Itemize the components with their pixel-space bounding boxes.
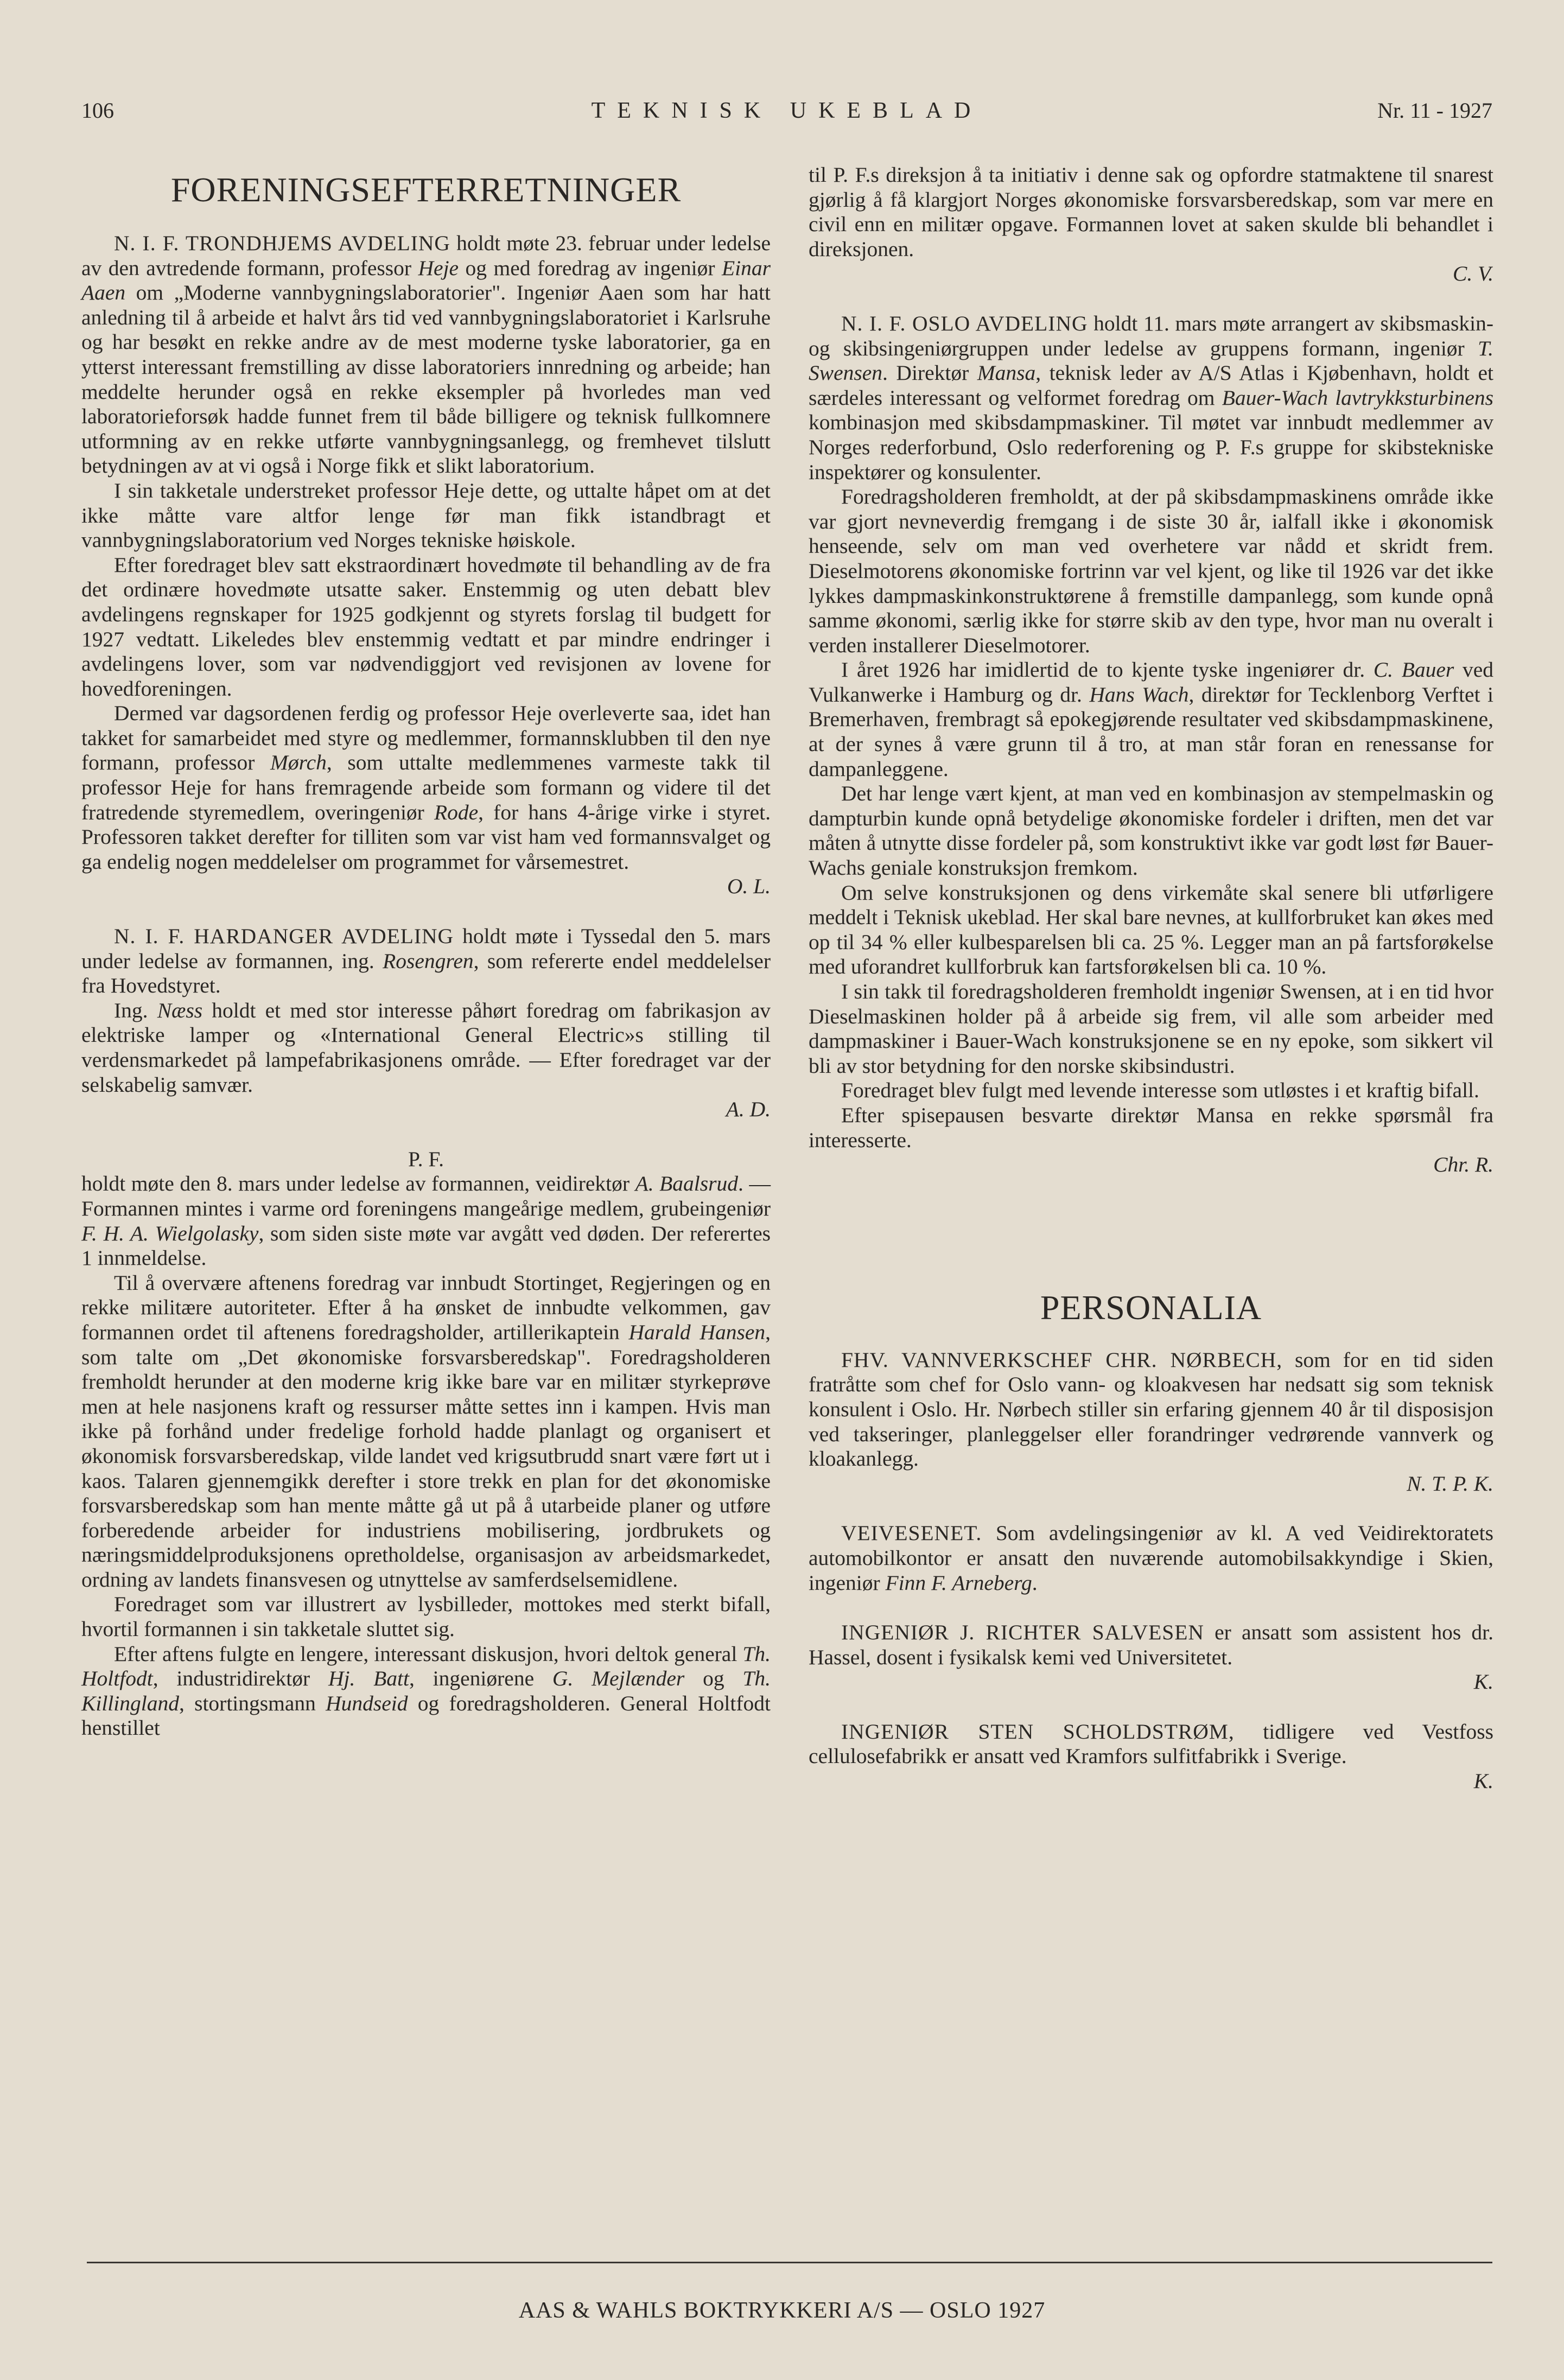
section-heading-foreningsefterretninger: FORENINGSEFTERRETNINGER [170, 170, 682, 209]
personalia-veivesenet: VEIVESENET. Som avdelingsingeniør av kl. A ved Veidirektoratets automobilkontor er ansatt den nuværende automobilsakkyndige i Skien, ingeniør Finn F. Arneberg. [809, 1521, 1493, 1595]
hardanger-paragraph-1: N. I. F. HARDANGER AVDELING holdt møte i Tyssedal den 5. mars under ledelse av formannen, ing. Rosengren, som refererte endel meddelelser fra Hovedstyret. [81, 924, 771, 998]
pf-paragraph-2: Til å overvære aftenens foredrag var innbudt Stortinget, Regjeringen og en rekke militære autoriteter. Efter å ha ønsket de innbudte velkommen, gav formannen ordet til aftenens foredragsholder, artillerikaptein Harald Hansen, som talte om „Det økonomiske forsvarsberedskap". Foredragsholderen fremholdt herunder at den moderne krig ikke bare var en militær styrkeprøve men at hele nasjonens kraft og ressurser måtte settes inn i kampen. Hvis man ikke på forhånd under fredelige forhold hadde planlagt og organisert et økonomisk forsvarsberedskap, vilde landet ved krigsutbrudd snart være ført ut i kaos. Talaren gjennemgikk derefter i store trekk en plan for det økonomiske forsvarsberedskap som han mente måtte gå ut på å utarbeide planer og utføre forberedende arbeider for industriens mobilisering, jordbrukets og næringsmiddelproduksjonens opretholdelse, organisasjon av arbeidsmarkedet, ordning av landets finansvesen og utnyttelse av samferdselsemidlene. [81, 1270, 771, 1592]
trondhjem-paragraph-1: N. I. F. TRONDHJEMS AVDELING holdt møte 23. februar under ledelse av den avtredende formann, professor Heje og med foredrag av ingeniør Einar Aaen om „Moderne vannbygningslaboratorier". Ingeniør Aaen som har hatt anledning til å arbeide et halvt års tid ved vannbygningslaboratoriet i Karlsruhe og har besøkt en rekke andre av de mest moderne tyske laboratorier, ga en ytterst interessant fremstilling av disse laboratoriers innredning og arbeide; han meddelte herunder også en rekke eksempler på hvorledes man ved laboratorieforsøk hadde funnet frem til både billigere og teknisk fullkomnere utformning av en rekke utførte vannbygningsanlegg, og fremhevet tilslutt betydningen av at vi også i Norge fikk et slikt laboratorium. [81, 231, 771, 478]
hardanger-paragraph-2: Ing. Næss holdt et med stor interesse påhørt foredrag om fabrikasjon av elektriske lamper og «International General Electric»s stilling til verdensmarkedet på lampefabrikasjonens område. — Efter foredraget var der selskabelig samvær. [81, 998, 771, 1097]
oslo-paragraph-3: I året 1926 har imidlertid de to kjente tyske ingeniører dr. C. Bauer ved Vulkanwerke i Hamburg og dr. Hans Wach, direktør for Tecklenborg Verftet i Bremerhaven, frembragt så epokegjørende resultater ved skibsdampmaskinene, at der synes å være grunn til å tro, at man står foran en renessanse for dampanleggene. [809, 658, 1493, 781]
personalia-salvesen-signature: K. [1473, 1670, 1493, 1694]
right-column [809, 163, 1493, 1794]
left-column [81, 163, 771, 1741]
pf-signature: C. V. [1452, 262, 1493, 286]
oslo-paragraph-4: Det har lenge vært kjent, at man ved en kombinasjon av stempelmaskin og dampturbin kunde opnå betydelige økonomiske fordeler i driften, men det var måten å utnytte disse fordeler på, som konstruktivt ikke var godt løst før Bauer-Wachs geniale konstruksjon fremkom. [809, 781, 1493, 880]
page-number: 106 [81, 98, 114, 123]
oslo-paragraph-5: Om selve konstruksjonen og dens virkemåte skal senere bli utførligere meddelt i Teknisk ukeblad. Her skal bare nevnes, at kullforbruket kan økes med op til 34 % eller kulbesparelsen bli ca. 25 %. Legger man an på fartsforøkelse med uforandret kullforbruk kan fartsforøkelsen bli ca. 10 %. [809, 880, 1493, 979]
section-heading-personalia: PERSONALIA [1040, 1288, 1262, 1327]
personalia-salvesen: INGENIØR J. RICHTER SALVESEN er ansatt som assistent hos dr. Hassel, dosent i fysikalsk kemi ved Universitetet. [809, 1620, 1493, 1669]
trondhjem-paragraph-3: Efter foredraget blev satt ekstraordinært hovedmøte til behandling av de fra det ordinære hovedmøte utsatte saker. Enstemmig og uten debatt blev avdelingens regnskaper for 1925 godkjennt og styrets forslag til budgett for 1927 vedtatt. Likeledes blev enstemmig vedtatt et par mindre endringer i avdelingens lover, som var nødvendiggjort ved revisjonen av lovene for hovedforeningen. [81, 552, 771, 701]
printer-imprint: AAS & WAHLS BOKTRYKKERI A/S — OSLO 1927 [518, 2298, 1046, 2323]
trondhjem-signature: O. L. [727, 874, 771, 899]
trondhjem-paragraph-4: Dermed var dagsordenen ferdig og professor Heje overleverte saa, idet han takket for samarbeidet med styre og medlemmer, formannsklubben til den nye formann, professor Mørch, som uttalte medlemmenes varmeste takk til professor Heje for hans fremragende arbeide som formann og videre til det fratredende styremedlem, overingeniør Rode, for hans 4-årige virke i styret. Professoren takket derefter for tilliten som var vist ham ved formannsvalget og ga endelig nogen meddelelser om programmet for vårsemestret. [81, 701, 771, 874]
personalia-scholdstrom: INGENIØR STEN SCHOLDSTRØM, tidligere ved Vestfoss cellulosefabrikk er ansatt ved Kramfors sulfitfabrikk i Sverige. [809, 1719, 1494, 1768]
trondhjem-paragraph-2: I sin takketale understreket professor Heje dette, og uttalte håpet om at det ikke måtte vare altfor lenge før man fikk istandbragt et vannbygningslaboratorium ved Norges tekniske høiskole. [81, 478, 771, 552]
journal-title: TEKNISK UKEBLAD [591, 98, 983, 123]
personalia-scholdstrom-signature: K. [1473, 1769, 1493, 1793]
oslo-paragraph-7: Foredraget blev fulgt med levende interesse som utløstes i et kraftig bifall. [841, 1078, 1479, 1103]
personalia-norbech-signature: N. T. P. K. [1407, 1471, 1493, 1496]
running-head [81, 98, 1492, 136]
oslo-signature: Chr. R. [1433, 1153, 1493, 1177]
oslo-paragraph-2: Foredragsholderen fremholdt, at der på skibsdampmaskinens område ikke var gjort nevneverdig fremgang i de siste 30 år, ialfall ikke i økonomisk henseende, selv om man ved overhetere var nådd et skridt frem. Dieselmotorens økonomiske fortrinn var vel kjent, og like til 1926 var det ikke lykkes dampmaskinkonstruktørene å fremstille dampanlegg, som kunde opnå samme økonomi, særlig ikke for større skib av den type, hvor man nu overalt i verden installerer Dieselmotorer. [809, 485, 1493, 657]
oslo-paragraph-6: I sin takk til foredragsholderen fremholdt ingeniør Swensen, at i en tid hvor Dieselmaskinen holder på å arbeide sig frem, vil alle som arbeider med dampmaskiner i Bauer-Wach konstruksjonene se en ny epoke, som sikkert vil bli av stor betydning for den norske skibsindustri. [809, 979, 1493, 1078]
oslo-paragraph-8: Efter spisepausen besvarte direktør Mansa en rekke spørsmål fra interesserte. [809, 1103, 1493, 1152]
footer-divider [87, 2262, 1492, 2263]
pf-heading: P. F. [408, 1147, 444, 1171]
pf-paragraph-1: holdt møte den 8. mars under ledelse av formannen, veidirektør A. Baalsrud. — Formannen mintes i varme ord foreningens mangeårige medlem, grubeingeniør F. H. A. Wielgolasky, som siden siste møte var avgått ved døden. Der referertes 1 innmeldelse. [81, 1172, 771, 1270]
issue-number: Nr. 11 - 1927 [1377, 98, 1492, 123]
pf-paragraph-continued: til P. F.s direksjon å ta initiativ i denne sak og opfordre statmaktene til snarest gjørlig å få klargjort Norges økonomiske forsvarsberedskap, som var mere en civil enn en militær opgave. Formannen lovet at saken skulde bli behandlet i direksjonen. [809, 163, 1493, 261]
hardanger-signature: A. D. [726, 1097, 771, 1122]
oslo-paragraph-1: N. I. F. OSLO AVDELING holdt 11. mars møte arrangert av skibsmaskin- og skibsingeniørgruppen under ledelse av gruppens formann, ingeniør T. Swensen. Direktør Mansa, teknisk leder av A/S Atlas i Kjøbenhavn, holdt et særdeles interessant og velformet foredrag om Bauer-Wach lavtrykksturbinens kombinasjon med skibsdampmaskiner. Til møtet var innbudt medlemmer av Norges rederforbund, Oslo rederforening og P. F.s gruppe for skibstekniske inspektører og konsulenter. [809, 311, 1493, 484]
personalia-norbech: FHV. VANNVERKSCHEF CHR. NØRBECH, som for en tid siden fratråtte som chef for Oslo vann- og kloakvesen har nedsatt sig som teknisk konsulent i Oslo. Hr. Nørbech stiller sin erfaring gjennem 40 år til disposisjon ved takseringer, planleggelser eller forandringer vedrørende vannverk og kloakanlegg. [809, 1347, 1493, 1471]
pf-paragraph-3: Foredraget som var illustrert av lysbilleder, mottokes med sterkt bifall, hvortil formannen i sin takketale sluttet sig. [81, 1592, 771, 1641]
pf-paragraph-4: Efter aftens fulgte en lengere, interessant diskusjon, hvori deltok general Th. Holtfodt, industridirektør Hj. Batt, ingeniørene G. Mejlænder og Th. Killingland, stortingsmann Hundseid og foredragsholderen. General Holtfodt henstillet [81, 1641, 771, 1740]
